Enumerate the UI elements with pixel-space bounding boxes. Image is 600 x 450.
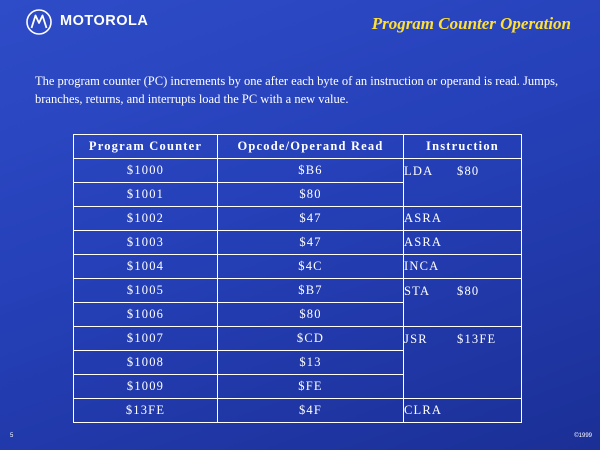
instruction-cell bbox=[404, 327, 522, 399]
pc-cell: $1002 bbox=[74, 207, 218, 231]
footer-code: ©1999 bbox=[574, 433, 592, 439]
opcode-cell: $FE bbox=[218, 375, 404, 399]
opcode-cell: $80 bbox=[218, 303, 404, 327]
instruction-mnemonic: CLRA bbox=[404, 403, 443, 417]
opcode-cell: $13 bbox=[218, 351, 404, 375]
instruction-cell bbox=[404, 159, 522, 207]
intro-paragraph: The program counter (PC) increments by one after each byte of an instruction or operand is read. Jumps, branches, returns, and interrupts load the PC with a new value. bbox=[35, 74, 559, 106]
table-row bbox=[74, 327, 522, 351]
table-row bbox=[74, 159, 522, 183]
column-header-opcode-operand: Opcode/Operand Read bbox=[218, 135, 404, 159]
table-row bbox=[74, 207, 522, 231]
instruction-cell bbox=[404, 399, 522, 423]
pc-cell: $13FE bbox=[74, 399, 218, 423]
instruction-mnemonic: JSR bbox=[404, 332, 428, 346]
table-row bbox=[74, 255, 522, 279]
instruction-cell bbox=[404, 231, 522, 255]
instruction-operand: $80 bbox=[457, 164, 480, 178]
instruction-cell bbox=[404, 207, 522, 231]
pc-cell: $1003 bbox=[74, 231, 218, 255]
pc-cell: $1009 bbox=[74, 375, 218, 399]
pc-cell: $1004 bbox=[74, 255, 218, 279]
pc-cell: $1006 bbox=[74, 303, 218, 327]
pc-cell: $1007 bbox=[74, 327, 218, 351]
opcode-cell: $4C bbox=[218, 255, 404, 279]
program-counter-table bbox=[73, 134, 522, 423]
table-row bbox=[74, 399, 522, 423]
column-header-instruction: Instruction bbox=[404, 135, 522, 159]
instruction-cell bbox=[404, 279, 522, 327]
instruction-cell bbox=[404, 255, 522, 279]
brand-name: MOTOROLA bbox=[60, 13, 149, 29]
instruction-mnemonic: ASRA bbox=[404, 235, 443, 249]
instruction-mnemonic: STA bbox=[404, 284, 431, 298]
table-header-row bbox=[74, 135, 522, 159]
pc-cell: $1000 bbox=[74, 159, 218, 183]
page-number: 5 bbox=[10, 433, 14, 439]
pc-cell: $1005 bbox=[74, 279, 218, 303]
pc-cell: $1001 bbox=[74, 183, 218, 207]
opcode-cell: $47 bbox=[218, 231, 404, 255]
instruction-mnemonic: ASRA bbox=[404, 211, 443, 225]
instruction-mnemonic: INCA bbox=[404, 259, 440, 273]
opcode-cell: $B6 bbox=[218, 159, 404, 183]
page-title: Program Counter Operation bbox=[371, 14, 571, 33]
instruction-operand: $80 bbox=[457, 284, 480, 298]
opcode-cell: $B7 bbox=[218, 279, 404, 303]
pc-cell: $1008 bbox=[74, 351, 218, 375]
column-header-program-counter: Program Counter bbox=[74, 135, 218, 159]
opcode-cell: $47 bbox=[218, 207, 404, 231]
table-row bbox=[74, 279, 522, 303]
instruction-mnemonic: LDA bbox=[404, 164, 434, 178]
instruction-operand: $13FE bbox=[457, 332, 497, 346]
motorola-logo-icon bbox=[26, 9, 52, 35]
opcode-cell: $CD bbox=[218, 327, 404, 351]
table-row bbox=[74, 231, 522, 255]
opcode-cell: $80 bbox=[218, 183, 404, 207]
opcode-cell: $4F bbox=[218, 399, 404, 423]
